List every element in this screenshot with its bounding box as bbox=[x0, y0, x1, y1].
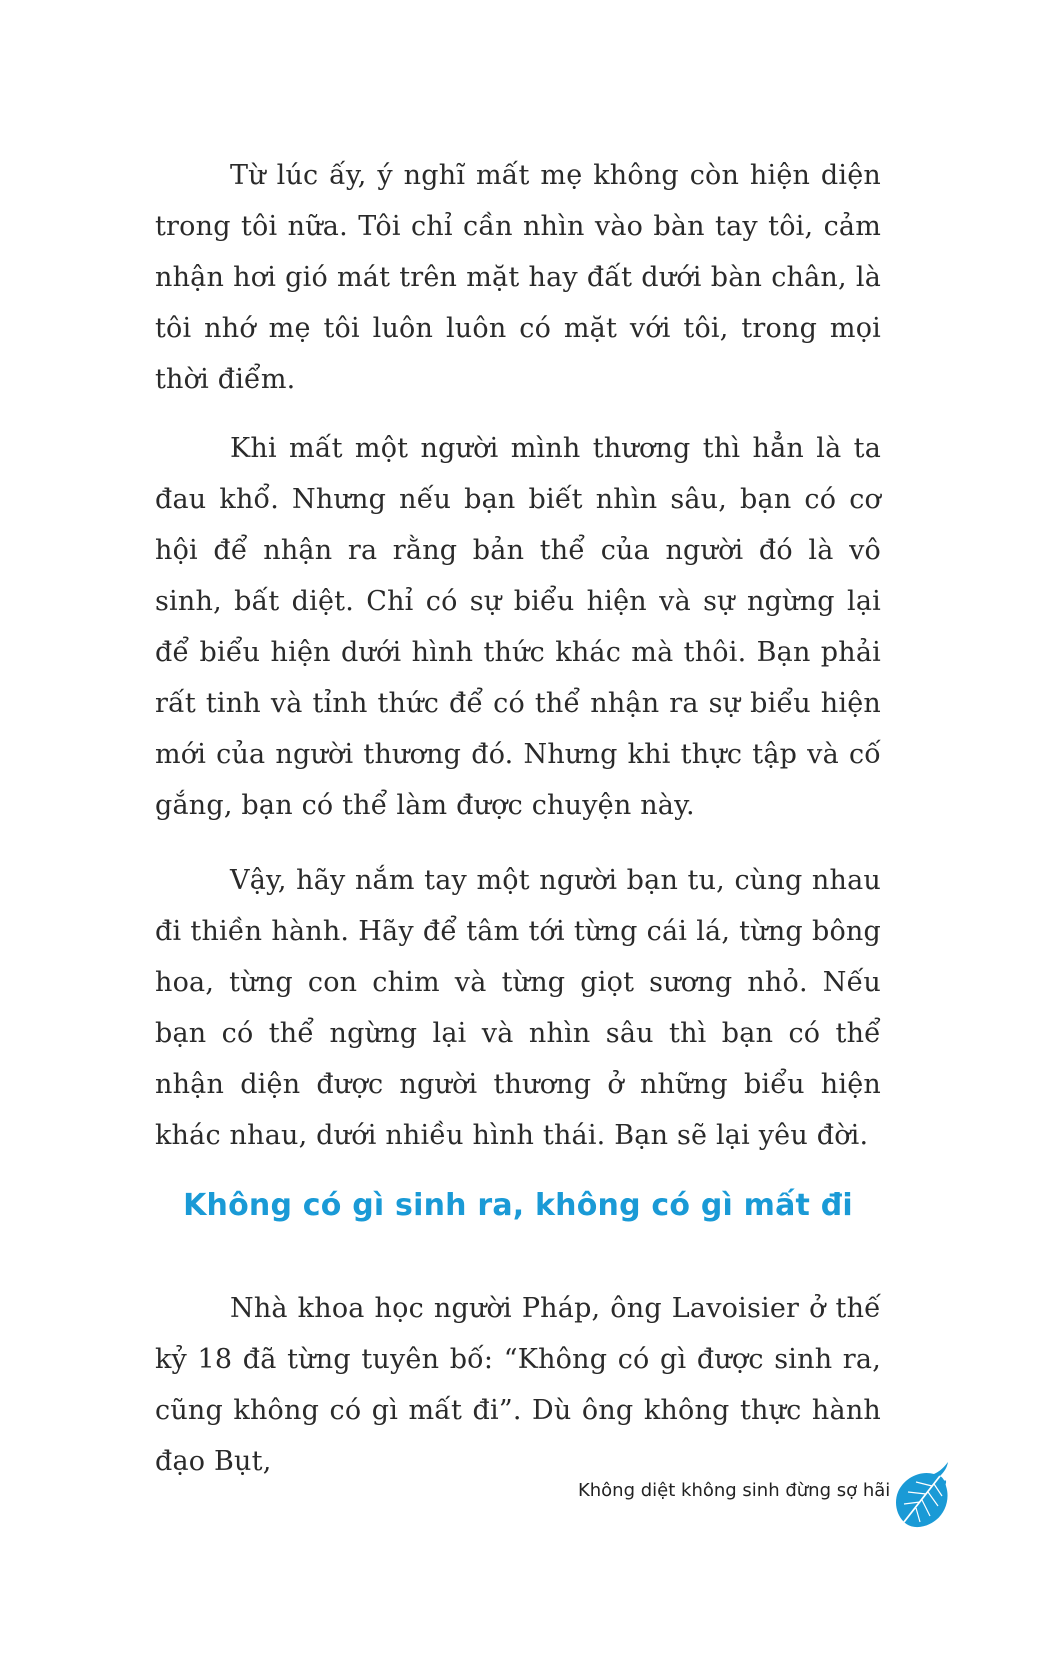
section-heading: Không có gì sinh ra, không có gì mất đi bbox=[183, 1188, 853, 1223]
footer-book-title: Không diệt không sinh đừng sợ hãi bbox=[577, 1479, 891, 1501]
body-paragraph-1: Từ lúc ấy, ý nghĩ mất mẹ không còn hiện diện trong tôi nữa. Tôi chỉ cần nhìn vào bàn tay tôi, cảm nhận hơi gió mát trên mặt hay đất dưới bàn chân, là tôi nhớ mẹ tôi luôn luôn có mặt với tôi, trong mọi thời điểm. bbox=[155, 160, 881, 395]
body-paragraph-2: Khi mất một người mình thương thì hẳn là ta đau khổ. Nhưng nếu bạn biết nhìn sâu, bạn có cơ hội để nhận ra rằng bản thể của người đó là vô sinh, bất diệt. Chỉ có sự biểu hiện và sự ngừng lại để biểu hiện dưới hình thức khác mà thôi. Bạn phải rất tinh và tỉnh thức để có thể nhận ra sự biểu hiện mới của người thương đó. Nhưng khi thực tập và cố gắng, bạn có thể làm được chuyện này. bbox=[155, 433, 881, 821]
bodhi-leaf-icon bbox=[890, 1460, 956, 1530]
body-paragraph-3: Vậy, hãy nắm tay một người bạn tu, cùng nhau đi thiền hành. Hãy để tâm tới từng cái lá, từng bông hoa, từng con chim và từng giọt sương nhỏ. Nếu bạn có thể ngừng lại và nhìn sâu thì bạn có thể nhận diện được người thương ở những biểu hiện khác nhau, dưới nhiều hình thái. Bạn sẽ lại yêu đời. bbox=[155, 865, 881, 1151]
section-paragraph: Nhà khoa học người Pháp, ông Lavoisier ở thế kỷ 18 đã từng tuyên bố: “Không có gì được sinh ra, cũng không có gì mất đi”. Dù ông không thực hành đạo Bụt, bbox=[155, 1293, 881, 1477]
